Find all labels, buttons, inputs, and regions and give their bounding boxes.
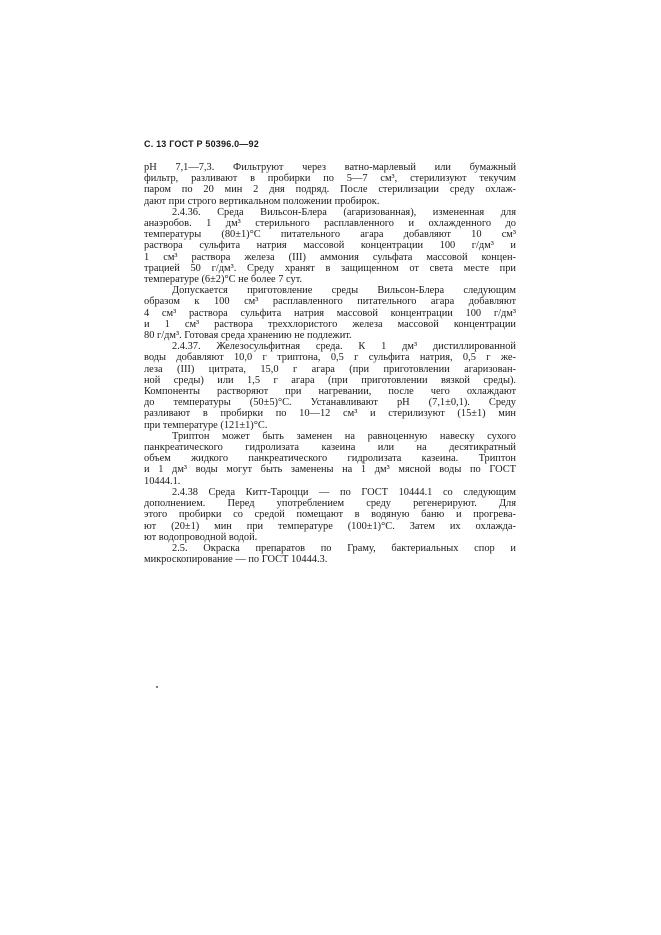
- text-line: 1 см³ раствора железа (III) аммония сульфата массовой концен-: [144, 251, 516, 263]
- text-line: 80 г/дм³. Готовая среда хранению не подлежит.: [144, 330, 352, 342]
- text-line: 2.4.36. Среда Вильсон-Блера (агаризованная), измененная для: [172, 206, 516, 218]
- text-line: до температуры (50±5)°С. Устанавливают pH (7,1±0,1). Среду: [144, 397, 516, 409]
- text-line: раствора сульфита натрия массовой концентрации 100 г/дм³ и: [144, 240, 516, 252]
- text-line: 2.4.37. Железосульфитная среда. К 1 дм³ дистиллированной: [172, 341, 516, 353]
- text-line: образом к 100 см³ расплавленного питательного агара добавляют: [144, 296, 516, 308]
- page-header: С. 13 ГОСТ Р 50396.0—92: [144, 139, 259, 149]
- text-line: температуры (80±1)°С питательного агара добавляют 10 см³: [144, 229, 516, 241]
- text-line: микроскопирование — по ГОСТ 10444.3.: [144, 554, 328, 566]
- text-line: Допускается приготовление среды Вильсон-Блера следующим: [172, 285, 516, 297]
- text-line: ют (20±1) мин при температуре (100±1)°С. Затем их охлажда-: [144, 520, 516, 532]
- text-line: трацией 50 г/дм³. Среду хранят в защищенном от света месте при: [144, 262, 516, 274]
- text-line: 4 см³ раствора сульфита натрия массовой концентрации 100 г/дм³: [144, 307, 516, 319]
- text-line: при температуре (121±1)°С.: [144, 419, 268, 431]
- text-line: 2.5. Окраска препаратов по Граму, бактериальных спор и: [172, 542, 516, 554]
- text-line: этого пробирки со средой помещают в водяную баню и прогрева-: [144, 509, 516, 521]
- scan-speck: [156, 686, 158, 688]
- text-line: паром по 20 мин 2 дня подряд. После стерилизации среду охлаж-: [144, 184, 516, 196]
- text-line: дополнением. Перед употреблением среду регенерируют. Для: [144, 498, 516, 510]
- text-line: ной среды) или 1,5 г агара (при приготовлении вязкой среды).: [144, 374, 516, 386]
- text-line: панкреатического гидролизата казеина или на десятикратный: [144, 442, 516, 454]
- text-line: ют водопроводной водой.: [144, 531, 258, 543]
- text-line: 10444.1.: [144, 475, 181, 487]
- text-line: фильтр, разливают в пробирки по 5—7 см³, стерилизуют текучим: [144, 173, 516, 185]
- text-line: дают при строго вертикальном положении пробирок.: [144, 195, 380, 207]
- text-line: Триптон может быть заменен на равноценную навеску сухого: [172, 430, 516, 442]
- text-line: анаэробов. 1 дм³ стерильного расплавленного и охлажденного до: [144, 218, 516, 230]
- text-line: объем жидкого панкреатического гидролизата казеина. Триптон: [144, 453, 516, 465]
- body-text: [144, 162, 516, 565]
- text-line: воды добавляют 10,0 г триптона, 0,5 г сульфита натрия, 0,5 г же-: [144, 352, 516, 364]
- text-line: температуре (6±2)°С не более 7 сут.: [144, 274, 303, 286]
- text-line: разливают в пробирки по 10—12 см³ и стерилизуют (15±1) мин: [144, 408, 516, 420]
- text-line: и 1 см³ раствора треххлористого железа массовой концентрации: [144, 318, 516, 330]
- text-line: и 1 дм³ воды могут быть заменены на 1 дм³ мясной воды по ГОСТ: [144, 464, 516, 476]
- text-line: pH 7,1—7,3. Фильтруют через ватно-марлевый или бумажный: [144, 162, 516, 173]
- text-line: 2.4.38 Среда Китт-Тароцци — по ГОСТ 10444.1 со следующим: [172, 486, 516, 498]
- text-line: леза (III) цитрата, 15,0 г агара (при приготовлении агаризован-: [144, 363, 516, 375]
- text-line: Компоненты растворяют при нагревании, после чего охлаждают: [144, 386, 516, 398]
